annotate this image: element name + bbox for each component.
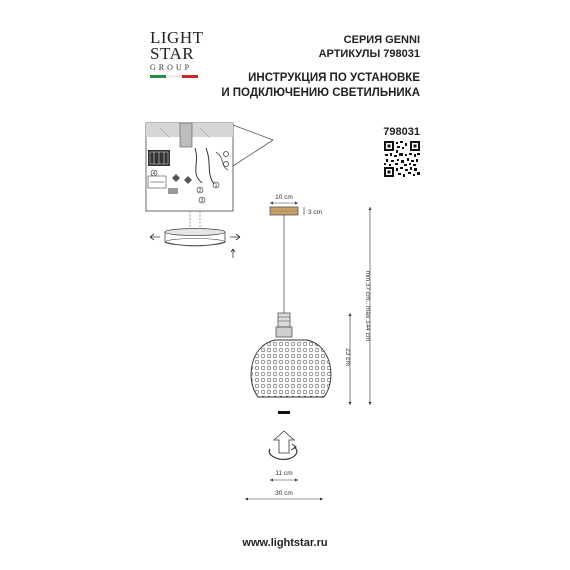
dim-total-height: min 37 cm...max 144 cm <box>364 270 371 342</box>
dim-canopy-width: 10 cm <box>275 194 293 201</box>
italian-flag-icon <box>150 75 198 78</box>
articles-title: АРТИКУЛЫ 798031 <box>318 48 420 60</box>
dim-bulb-width: 11 cm <box>275 470 293 477</box>
step-number: 2 <box>198 188 202 194</box>
qr-code-icon <box>384 141 420 177</box>
instruction-line1: ИНСТРУКЦИЯ ПО УСТАНОВКЕ <box>248 72 420 84</box>
step-number: 3 <box>200 198 204 204</box>
series-block <box>319 33 420 61</box>
step-number: 4 <box>152 171 156 177</box>
brand-line3: GROUP <box>150 63 193 72</box>
dim-shade-height: 23 cm <box>344 348 351 366</box>
website-link[interactable]: www.lightstar.ru <box>242 537 328 549</box>
series-title: СЕРИЯ GENNI <box>343 34 420 46</box>
model-number: 798031 <box>383 126 420 138</box>
step-number: 1 <box>214 183 218 189</box>
instruction-line2: И ПОДКЛЮЧЕНИЮ СВЕТИЛЬНИКА <box>221 87 420 99</box>
dim-canopy-height: 3 cm <box>308 209 323 216</box>
lamp-drawing-icon <box>230 185 400 510</box>
instruction-title <box>221 71 420 101</box>
brand-logo <box>150 30 202 78</box>
dim-shade-width: 30 cm <box>275 490 293 497</box>
brand-line2: STAR <box>150 44 195 63</box>
bulb-icon <box>269 431 297 459</box>
brand-line1: LIGHT <box>150 28 204 47</box>
